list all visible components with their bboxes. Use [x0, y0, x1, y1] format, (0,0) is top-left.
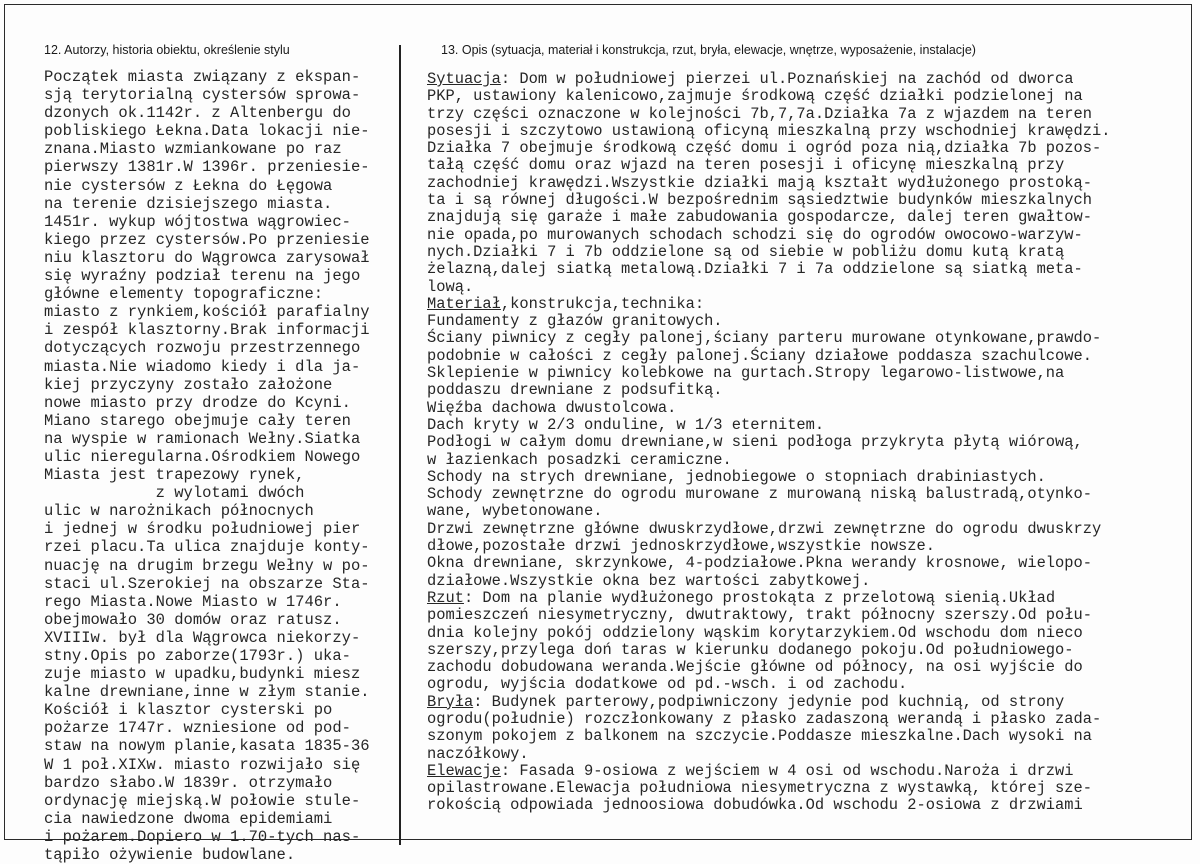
history-text-line: rego Miasta.Nowe Miasto w 1746r. — [44, 592, 342, 611]
line-text: ,konstrukcja,technika: — [500, 294, 705, 313]
description-text-line — [427, 348, 1110, 365]
line-text: pomieszczeń niesymetryczny, dwutraktowy, trakt północny szerszy.Od połu- — [427, 606, 1092, 625]
description-text-column — [427, 71, 1110, 815]
description-text-line — [427, 503, 1110, 520]
section-label: Bryła — [427, 692, 474, 711]
history-text-line: nowe miasto przy drodze do Kcyni. — [44, 393, 351, 412]
description-text-line — [427, 694, 1110, 711]
history-text-line: główne elementy topograficzne: — [44, 285, 324, 304]
section-label: Materiał — [427, 294, 501, 313]
description-text-line — [427, 469, 1110, 486]
history-text-line: pożarze 1747r. wzniesione od pod- — [44, 719, 351, 738]
section-label: Rzut — [427, 588, 464, 607]
history-text-line: Kościół i klasztor cysterski po — [44, 701, 333, 720]
line-text: Dach kryty w 2/3 onduline, w 1/3 eternitem. — [427, 415, 825, 434]
history-text-line: rzei placu.Ta ulica znajduje konty- — [44, 538, 370, 557]
description-text-line — [427, 555, 1110, 572]
line-text: działowe.Wszystkie okna bez wartości zabytkowej. — [427, 571, 871, 590]
line-text: zachodu dobudowana weranda.Wejście główne od północy, na osi wyjście do — [427, 658, 1083, 677]
line-text: szerszy,przylega doń taras w kierunku dodanego pokoju.Od południowego- — [427, 640, 1074, 659]
line-text: ogrodu(południe) rozczłonkowany z płasko zadaszoną werandą i płasko zada- — [427, 709, 1102, 728]
description-text-line — [427, 590, 1110, 607]
line-text: : Dom w południowej pierzei ul.Poznańskiej na zachód od dworca — [500, 70, 1074, 88]
description-text-line — [427, 434, 1110, 451]
description-text-line — [427, 763, 1110, 780]
line-text: Drzwi zewnętrzne główne dwuskrzydłowe,drzwi zewnętrzne do ogrodu dwuskrzy — [427, 519, 1102, 538]
line-text: Fundamenty z głazów granitowych. — [427, 312, 723, 331]
description-text-line — [427, 642, 1110, 659]
line-text: Okna drewniane, skrzynkowe, 4-podziałowe.Pkna werandy krosnowe, wielopo- — [427, 554, 1092, 573]
description-text-line — [427, 106, 1110, 123]
line-text: Ściany piwnicy z cegły palonej,ściany parteru murowane otynkowane,prawdo- — [427, 329, 1102, 348]
history-text-line: obejmowało 30 domów oraz ratusz. — [44, 610, 342, 629]
description-text-line — [427, 175, 1110, 192]
column-divider — [399, 45, 401, 845]
description-text-line — [427, 573, 1110, 590]
description-text-line — [427, 521, 1110, 538]
description-text-line — [427, 676, 1110, 693]
history-text-line: ulic nieregularna.Ośrodkiem Nowego — [44, 447, 361, 466]
line-text: Działka 7 obejmuje środkową część domu i ogród poza nią,działka 7b pozos- — [427, 139, 1102, 158]
line-text: : Dom na planie wydłużonego prostokąta z przelotową sienią.Układ — [463, 588, 1056, 607]
line-text: Sklepienie w piwnicy kolebkowe na gurtach.Stropy legarowo-listwowe,na — [427, 364, 1065, 383]
history-text-line: się wyraźny podział terenu na jego — [44, 267, 361, 286]
description-text-line — [427, 746, 1110, 763]
line-text: dnia kolejny pokój oddzielony wąskim korytarzykiem.Od wschodu dom nieco — [427, 623, 1083, 642]
history-text-line: nuację na drugim brzegu Wełny w po- — [44, 556, 370, 575]
description-text-line — [427, 123, 1110, 140]
line-text: : Budynek parterowy,podpiwniczony jedynie pod kuchnią, od strony — [473, 692, 1065, 711]
line-text: : Fasada 9-osiowa z wejściem w 4 osi od wschodu.Naroża i drzwi — [500, 761, 1074, 780]
line-text: Więźba dachowa dwustolcowa. — [427, 398, 677, 417]
history-text-line: Miasta jest trapezowy rynek, — [44, 466, 305, 485]
line-text: podobnie w całości z cegły palonej.Ściany działowe poddasza szachulcowe. — [427, 346, 1092, 365]
description-text-line — [427, 192, 1110, 209]
history-text-line: Początek miasta związany z ekspan- — [44, 68, 361, 86]
line-text: zachodniej krawędzi.Wszystkie działki mają kształt wydłużonego prostoką- — [427, 173, 1092, 192]
line-text: rokością odpowiada jednoosiowa dobudówka.Od wschodu 2-osiowa z drzwiami — [427, 796, 1083, 815]
history-text-column — [44, 68, 370, 864]
history-text-line: 1451r. wykup wójtostwa wągrowiec- — [44, 212, 351, 231]
description-text-line — [427, 157, 1110, 174]
history-text-line: Miano starego obejmuje cały teren — [44, 411, 351, 430]
history-text-line: dotyczących rozwoju przestrzennego — [44, 339, 361, 358]
history-text-line: pierwszy 1381r.W 1396r. przeniesie- — [44, 158, 370, 177]
history-text-line: cia nawiedzone dwoma epidemiami — [44, 809, 333, 828]
description-text-line — [427, 780, 1110, 797]
history-text-line: i pożarem.Dopiero w 1.70-tych nas- — [44, 827, 361, 846]
description-text-line — [427, 140, 1110, 157]
line-text: znajdują się garaże i małe zabudowania gospodarcze, dalej teren gwałtow- — [427, 208, 1092, 227]
history-text-line: miasto z rynkiem,kościół parafialny — [44, 303, 370, 322]
line-text: naczółkowy. — [427, 744, 529, 763]
history-text-line: pobliskiego Łekna.Data lokacji nie- — [44, 122, 370, 141]
history-text-line: nie cystersów z Łekna do Łęgowa — [44, 176, 333, 195]
history-text-line: W 1 poł.XIXw. miasto rozwijało się — [44, 755, 361, 774]
history-text-line: niu klasztoru do Wągrowca zarysował — [44, 248, 370, 267]
description-text-line — [427, 711, 1110, 728]
line-text: dłowe,pozostałe drzwi jednoskrzydłowe,wszystkie nowsze. — [427, 537, 935, 556]
line-text: ogrodu, wyjścia dodatkowe od pd.-wsch. i od zachodu. — [427, 675, 908, 694]
line-text: PKP, ustawiony kalenicowo,zajmuje środkową część działki podzielonej na — [427, 87, 1083, 106]
description-text-line — [427, 88, 1110, 105]
history-text-line: zuje miasto w upadku,budynki miesz — [44, 665, 361, 684]
history-text-line: staw na nowym planie,kasata 1835-36 — [44, 737, 370, 756]
description-text-line — [427, 261, 1110, 278]
description-text-line — [427, 279, 1110, 296]
section-label: Elewacje — [427, 761, 501, 780]
history-text-line: znana.Miasto wzmiankowane po raz — [44, 140, 342, 159]
line-text: lową. — [427, 277, 474, 296]
line-text: Podłogi w całym domu drewniane,w sieni podłoga przykryta płytą wiórową, — [427, 433, 1083, 452]
section-13-header: 13. Opis (sytuacja, materiał i konstrukcja, rzut, bryła, elewacje, wnętrze, wyposażenie, instalacje) — [441, 43, 976, 57]
history-text-line: na wyspie w ramionach Wełny.Siatka — [44, 429, 361, 448]
history-text-line: sją terytorialną cystersów sprowa- — [44, 86, 361, 105]
history-text-line: kiej przyczyny zostało założone — [44, 375, 333, 394]
history-text-line: i jednej w środku południowej pier — [44, 520, 361, 539]
description-text-line — [427, 296, 1110, 313]
description-text-line — [427, 330, 1110, 347]
description-text-line — [427, 313, 1110, 330]
line-text: tałą część domu oraz wjazd na teren posesji i oficynę mieszkalną przy — [427, 156, 1065, 175]
description-text-line — [427, 382, 1110, 399]
line-text: w łazienkach posadzki ceramiczne. — [427, 450, 732, 469]
section-12-header: 12. Autorzy, historia obiektu, określenie stylu — [44, 43, 290, 57]
description-text-line — [427, 452, 1110, 469]
line-text: wane, wybetonowane. — [427, 502, 603, 521]
description-text-line — [427, 400, 1110, 417]
history-text-line: staci ul.Szerokiej na obszarze Sta- — [44, 574, 370, 593]
description-text-line — [427, 625, 1110, 642]
line-text: opilastrowane.Elewacja południowa niesymetryczna z wystawką, której sze- — [427, 779, 1092, 798]
line-text: posesji i szczytowo ustawioną oficyną mieszkalną przy wschodniej krawędzi. — [427, 121, 1111, 140]
line-text: poddaszu drewniane z podsufitką. — [427, 381, 723, 400]
history-text-line: i zespół klasztorny.Brak informacji — [44, 321, 370, 340]
description-text-line — [427, 71, 1110, 88]
description-text-line — [427, 659, 1110, 676]
description-text-line — [427, 365, 1110, 382]
description-text-line — [427, 227, 1110, 244]
line-text: nie opada,po murowanych schodach schodzi się do ogrodów owocowo-warzyw- — [427, 225, 1083, 244]
description-text-line — [427, 244, 1110, 261]
history-text-line: ordynację miejską.W połowie stule- — [44, 791, 361, 810]
description-text-line — [427, 538, 1110, 555]
description-text-line — [427, 607, 1110, 624]
history-text-line: miasta.Nie wiadomo kiedy i dla ja- — [44, 357, 361, 376]
history-text-line: z wylotami dwóch — [44, 484, 305, 503]
history-text-line: na terenie dzisiejszego miasta. — [44, 194, 333, 213]
line-text: Schody na strych drewniane, jednobiegowe o stopniach drabiniastych. — [427, 467, 1046, 486]
description-text-line — [427, 417, 1110, 434]
section-label: Sytuacja — [427, 70, 501, 88]
description-text-line — [427, 486, 1110, 503]
history-text-line: XVIIIw. był dla Wągrowca niekorzy- — [44, 628, 361, 647]
line-text: trzy części oznaczone w kolejności 7b,7,7a.Działka 7a z wjazdem na teren — [427, 104, 1092, 123]
line-text: Schody zewnętrzne do ogrodu murowane z murowaną niską balustradą,otynko- — [427, 485, 1092, 504]
description-text-line — [427, 728, 1110, 745]
history-text-line: kiego przez cystersów.Po przeniesie — [44, 230, 370, 249]
history-text-line: bardzo słabo.W 1839r. otrzymało — [44, 773, 333, 792]
history-text-line: stny.Opis po zaborze(1793r.) uka- — [44, 647, 351, 665]
line-text: nych.Działki 7 i 7b oddzielone są od siebie w pobliżu domu kutą kratą — [427, 242, 1065, 261]
line-text: żelazną,dalej siatką metalową.Działki 7 i 7a oddzielone są siatką meta- — [427, 260, 1083, 279]
history-text-line: kalne drewniane,inne w złym stanie. — [44, 683, 370, 702]
description-text-line — [427, 209, 1110, 226]
description-text-line — [427, 797, 1110, 814]
history-text-line: dzonych ok.1142r. z Altenbergu do — [44, 104, 351, 123]
line-text: szonym pokojem z balkonem na szczycie.Poddasze mieszkalne.Dach wysoki na — [427, 727, 1092, 746]
history-text-line: tąpiło ożywienie budowlane. — [44, 846, 296, 864]
line-text: ta i są równej długości.W bezpośrednim sąsiedztwie budynków mieszkalnych — [427, 191, 1092, 210]
history-text-line: ulic w narożnikach północnych — [44, 502, 314, 521]
